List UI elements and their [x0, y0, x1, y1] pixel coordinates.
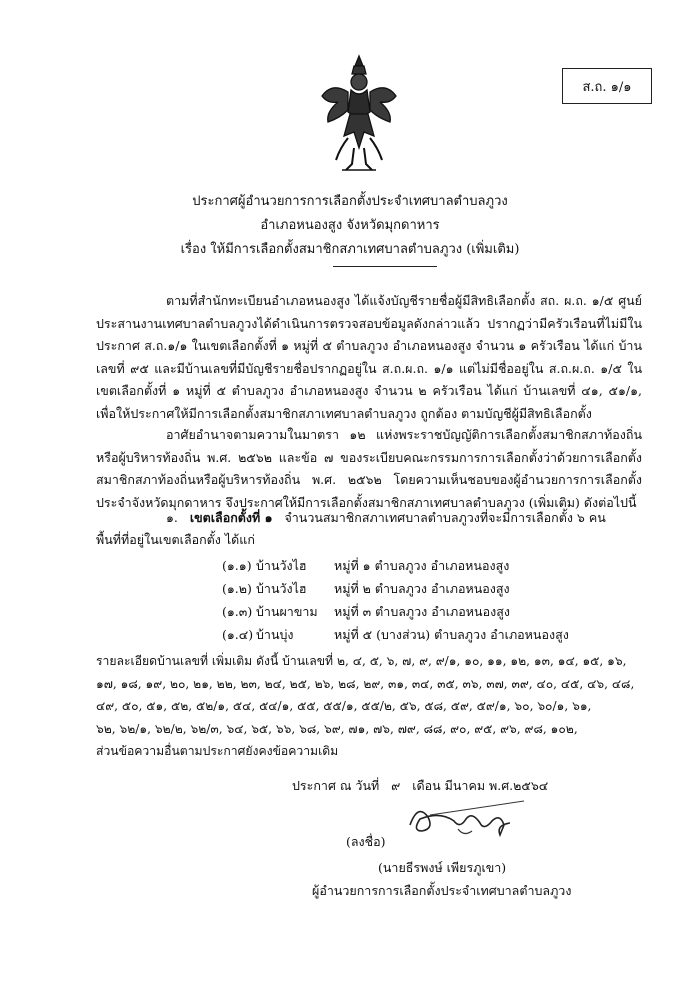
village-detail: หมู่ที่ ๒ ตำบลภูวง อำเภอหนองสูง [333, 581, 510, 596]
house-list-line: ๔๙, ๕๐, ๕๑, ๕๒, ๕๒/๑, ๕๔, ๕๔/๑, ๕๕, ๕๕/๑, ๕๕/๒, ๕๖, ๕๘, ๕๙, ๕๙/๑, ๖๐, ๖๐/๑, ๖๑, [96, 699, 592, 713]
village-name: บ้านบุ่ง [255, 627, 294, 642]
village-detail: หมู่ที่ ๓ ตำบลภูวง อำเภอหนองสูง [333, 604, 510, 619]
village-name: บ้านผาขาม [255, 604, 318, 619]
village-name: บ้านวังไฮ [255, 581, 307, 596]
garuda-emblem-icon [318, 52, 400, 177]
village-item [222, 625, 569, 645]
date-prefix: ประกาศ ณ วันที่ [292, 778, 380, 793]
village-code: (๑.๔) [222, 627, 254, 642]
house-list-line: รายละเอียดบ้านเลขที่ เพิ่มเติม ดังนี้ บ้านเลขที่ ๒, ๔, ๕, ๖, ๗, ๙, ๙/๑, ๑๐, ๑๑, ๑๒, ๑๓, ๑๔, ๑๕, ๑๖, [96, 654, 627, 668]
district-heading [166, 508, 606, 528]
district-number: ๑. [166, 510, 178, 525]
village-detail: หมู่ที่ ๕ (บางส่วน) ตำบลภูวง อำเภอหนองสูง [333, 627, 569, 642]
village-item [222, 556, 509, 576]
paragraph-2-text: อาศัยอำนาจตามความในมาตรา ๑๒ แห่งพระราชบัญญัติการเลือกตั้งสมาชิกสภาท้องถิ่นหรือผู้บริหารท้องถิ่น พ.ศ. ๒๕๖๒ และข้อ ๗ ของระเบียบคณะกรรมการการเลือกตั้งว่าด้วยการเลือกตั้งสมาชิกสภาท้องถิ่นหรือผู้บริหารท้องถิ่น พ.ศ. ๒๕๖๒ โดยความเห็นชอบของผู้อำนวยการการเลือกตั้งประจำจังหวัดมุกดาหาร จึงประกาศให้มีการเลือกตั้งสมาชิกสภาเทศบาลตำบลภูวง (เพิ่มเติม) ดังต่อไปนี้ [96, 427, 642, 510]
form-code-box [562, 68, 652, 104]
village-item [222, 579, 510, 599]
header-subject: เรื่อง ให้มีการเลือกตั้งสมาชิกสภาเทศบาลตำบลภูวง (เพิ่มเติม) [180, 242, 520, 257]
village-code: (๑.๒) [222, 581, 252, 596]
form-code: ส.ถ. ๑/๑ [582, 79, 632, 95]
village-code: (๑.๑) [222, 558, 252, 573]
district-detail: จำนวนสมาชิกสภาเทศบาลตำบลภูวงที่จะมีการเลือกตั้ง ๖ คน [284, 510, 606, 525]
paragraph-2 [96, 424, 642, 514]
header-line-2: อำเภอหนองสูง จังหวัดมุกดาหาร [260, 218, 440, 233]
district-label: เขตเลือกตั้งที่ ๑ [189, 510, 273, 525]
paragraph-1-text: ตามที่สำนักทะเบียนอำเภอหนองสูง ได้แจ้งบัญชีรายชื่อผู้มีสิทธิเลือกตั้ง สถ. ผ.ถ. ๑/๕ ศูนย์ประสานงานเทศบาลตำบลภูวงได้ดำเนินการตรวจสอบข้อมูลดังกล่าวแล้ว ปรากฏว่ามีครัวเรือนที่ไม่มีในประกาศ ส.ถ.๑/๑ ในเขตเลือกตั้งที่ ๑ หมู่ที่ ๕ ตำบลภูวง อำเภอหนองสูง จำนวน ๑ ครัวเรือน ได้แก่ บ้านเลขที่ ๙๕ และมีบ้านเลขที่มีบัญชีรายชื่อปรากฏอยู่ใน ส.ถ.ผ.ถ. ๑/๑ แต่ไม่มีชื่ออยู่ใน ส.ถ.ผ.ถ. ๑/๕ ในเขตเลือกตั้งที่ ๑ หมู่ที่ ๕ ตำบลภูวง อำเภอหนองสูง จำนวน ๒ ครัวเรือน ได้แก่ บ้านเลขที่ ๔๑, ๕๑/๑, เพื่อให้ประกาศให้มีการเลือกตั้งสมาชิกสภาเทศบาลตำบลภูวง ถูกต้อง ตามบัญชีผู้มีสิทธิเลือกตั้ง [96, 293, 642, 421]
signatory-position: ผู้อำนวยการการเลือกตั้งประจำเทศบาลตำบลภูวง [312, 883, 572, 898]
house-list-line: ๖๒, ๖๒/๑, ๖๒/๒, ๖๒/๓, ๖๔, ๖๕, ๖๖, ๖๘, ๖๙, ๗๑, ๗๖, ๗๙, ๘๘, ๙๐, ๙๕, ๙๖, ๙๘, ๑๐๒, [96, 721, 578, 736]
village-name: บ้านวังไฮ [255, 558, 307, 573]
house-number-list [96, 650, 642, 763]
header-line-1: ประกาศผู้อำนวยการการเลือกตั้งประจำเทศบาลตำบลภูวง [192, 194, 508, 209]
paragraph-1 [96, 290, 642, 425]
date-day: ๙ [391, 778, 401, 793]
signatory-name: (นายธีรพงษ์ เพียรภูเขา) [378, 860, 507, 875]
closing-note: ส่วนข้อความอื่นตามประกาศยังคงข้อความเดิม [96, 744, 339, 758]
announcement-date [292, 776, 548, 796]
date-month-year: เดือน มีนาคม พ.ศ.๒๕๖๔ [412, 778, 549, 793]
header-divider [333, 266, 437, 267]
sign-label: (ลงชื่อ) [346, 834, 386, 849]
district-area-line: พื้นที่ที่อยู่ในเขตเลือกตั้ง ได้แก่ [96, 532, 255, 547]
village-code: (๑.๓) [222, 604, 253, 619]
house-list-line: ๑๗, ๑๘, ๑๙, ๒๐, ๒๑, ๒๒, ๒๓, ๒๔, ๒๕, ๒๖, ๒๘, ๒๙, ๓๑, ๓๔, ๓๕, ๓๖, ๓๗, ๓๙, ๔๐, ๔๕, ๔๖, ๔๘, [96, 676, 635, 691]
village-detail: หมู่ที่ ๑ ตำบลภูวง อำเภอหนองสูง [333, 558, 510, 573]
handwritten-signature-icon [400, 795, 530, 845]
village-item [222, 602, 510, 622]
